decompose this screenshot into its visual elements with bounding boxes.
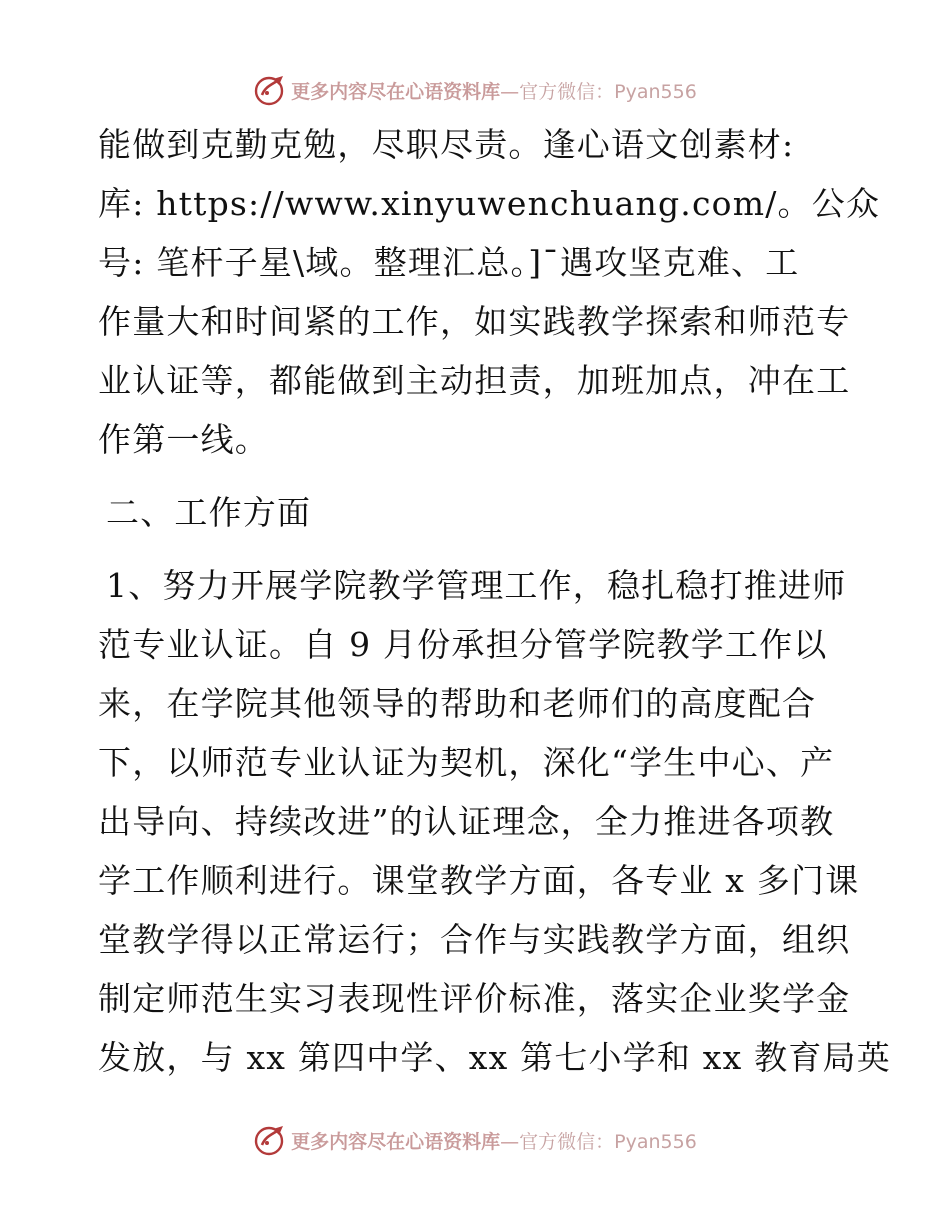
body-line-6: 作第一线。 bbox=[98, 420, 269, 459]
body-line-16: 发放，与 xx 第四中学、xx 第七小学和 xx 教育局英 bbox=[98, 1038, 891, 1077]
footer-text: 更多内容尽在心语资料库—官方微信：Pyan556 bbox=[291, 1130, 697, 1153]
footer-banner bbox=[0, 1120, 950, 1160]
body-line-8: 1、努力开展学院教学管理工作，稳扎稳打推进师 bbox=[106, 566, 847, 605]
body-line-5: 业认证等，都能做到主动担责，加班加点，冲在工 bbox=[98, 361, 851, 400]
header-banner bbox=[0, 70, 950, 110]
body-line-15: 制定师范生实习表现性评价标准，落实企业奖学金 bbox=[98, 979, 851, 1018]
body-line-4: 作量大和时间紧的工作，如实践教学探索和师范专 bbox=[98, 302, 851, 341]
body-line-3: 号: 笔杆子星\域。整理汇总。]¯遇攻坚克难、工 bbox=[98, 243, 800, 282]
pen-logo-icon bbox=[253, 1123, 287, 1157]
pen-logo-icon bbox=[253, 73, 287, 107]
body-line-2: 库: https://www.xinyuwenchuang.com/。公众 bbox=[98, 184, 881, 223]
body-line-10: 来，在学院其他领导的帮助和老师们的高度配合 bbox=[98, 684, 817, 723]
body-line-1: 能做到克勤克勉，尽职尽责。逢心语文创素材: bbox=[98, 125, 795, 164]
body-line-9: 范专业认证。自 9 月份承担分管学院教学工作以 bbox=[98, 625, 828, 664]
body-line-11: 下，以师范专业认证为契机，深化“学生中心、产 bbox=[98, 743, 835, 782]
body-line-12: 出导向、持续改进”的认证理念，全力推进各项教 bbox=[98, 802, 835, 841]
body-line-14: 堂教学得以正常运行；合作与实践教学方面，组织 bbox=[98, 920, 851, 959]
section-heading: 二、工作方面 bbox=[106, 493, 312, 532]
header-text: 更多内容尽在心语资料库—官方微信：Pyan556 bbox=[291, 80, 697, 103]
body-line-13: 学工作顺利进行。课堂教学方面，各专业 x 多门课 bbox=[98, 861, 860, 900]
